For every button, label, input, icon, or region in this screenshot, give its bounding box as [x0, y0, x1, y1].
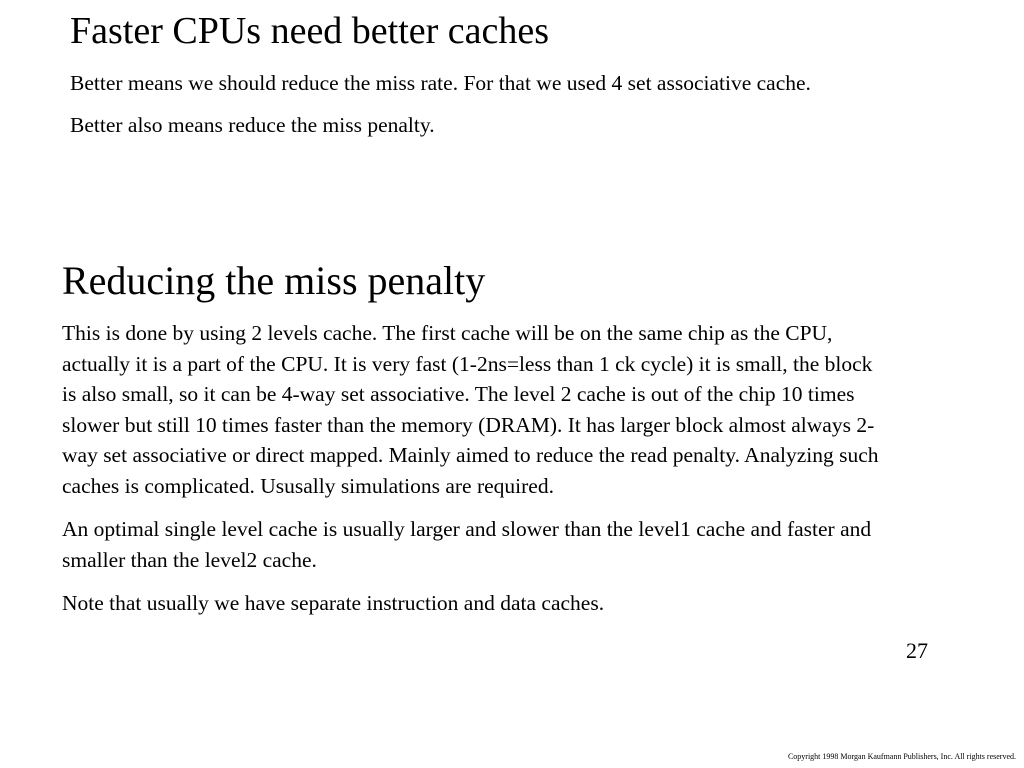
page-number: 27: [906, 638, 928, 663]
slide-title-faster-cpus: Faster CPUs need better caches: [70, 10, 550, 52]
paragraph-optimal-single-level: An optimal single level cache is usually larger and slower than the level1 cache and faster and smaller than the level2 cache.: [62, 517, 872, 572]
slide-top-section: [70, 10, 900, 153]
paragraph-miss-penalty: Better also means reduce the miss penalty.: [70, 113, 435, 138]
slide-bottom-section: [62, 258, 892, 632]
paragraph-miss-rate: Better means we should reduce the miss rate. For that we used 4 set associative cache.: [70, 70, 811, 95]
paragraph-separate-caches: Note that usually we have separate instruction and data caches.: [62, 591, 605, 615]
slide-title-reducing-miss-penalty: Reducing the miss penalty: [62, 258, 486, 303]
paragraph-two-level-cache: This is done by using 2 levels cache. The first cache will be on the same chip as the CPU, actually it is a part of the CPU. It is very fast (1-2ns=less than 1 ck cycle) it is small, the block is also small, so it can be 4-way set associative. The level 2 cache is out of the chip 10 times slower but still 10 times faster than the memory (DRAM). It has larger block almost always 2-way set associative or direct mapped. Mainly aimed to reduce the read penalty. Analyzing such caches is complicated. Ususally simulations are required.: [62, 321, 879, 498]
copyright-notice: Copyright 1998 Morgan Kaufmann Publishers, Inc. All rights reserved.: [787, 752, 1016, 761]
